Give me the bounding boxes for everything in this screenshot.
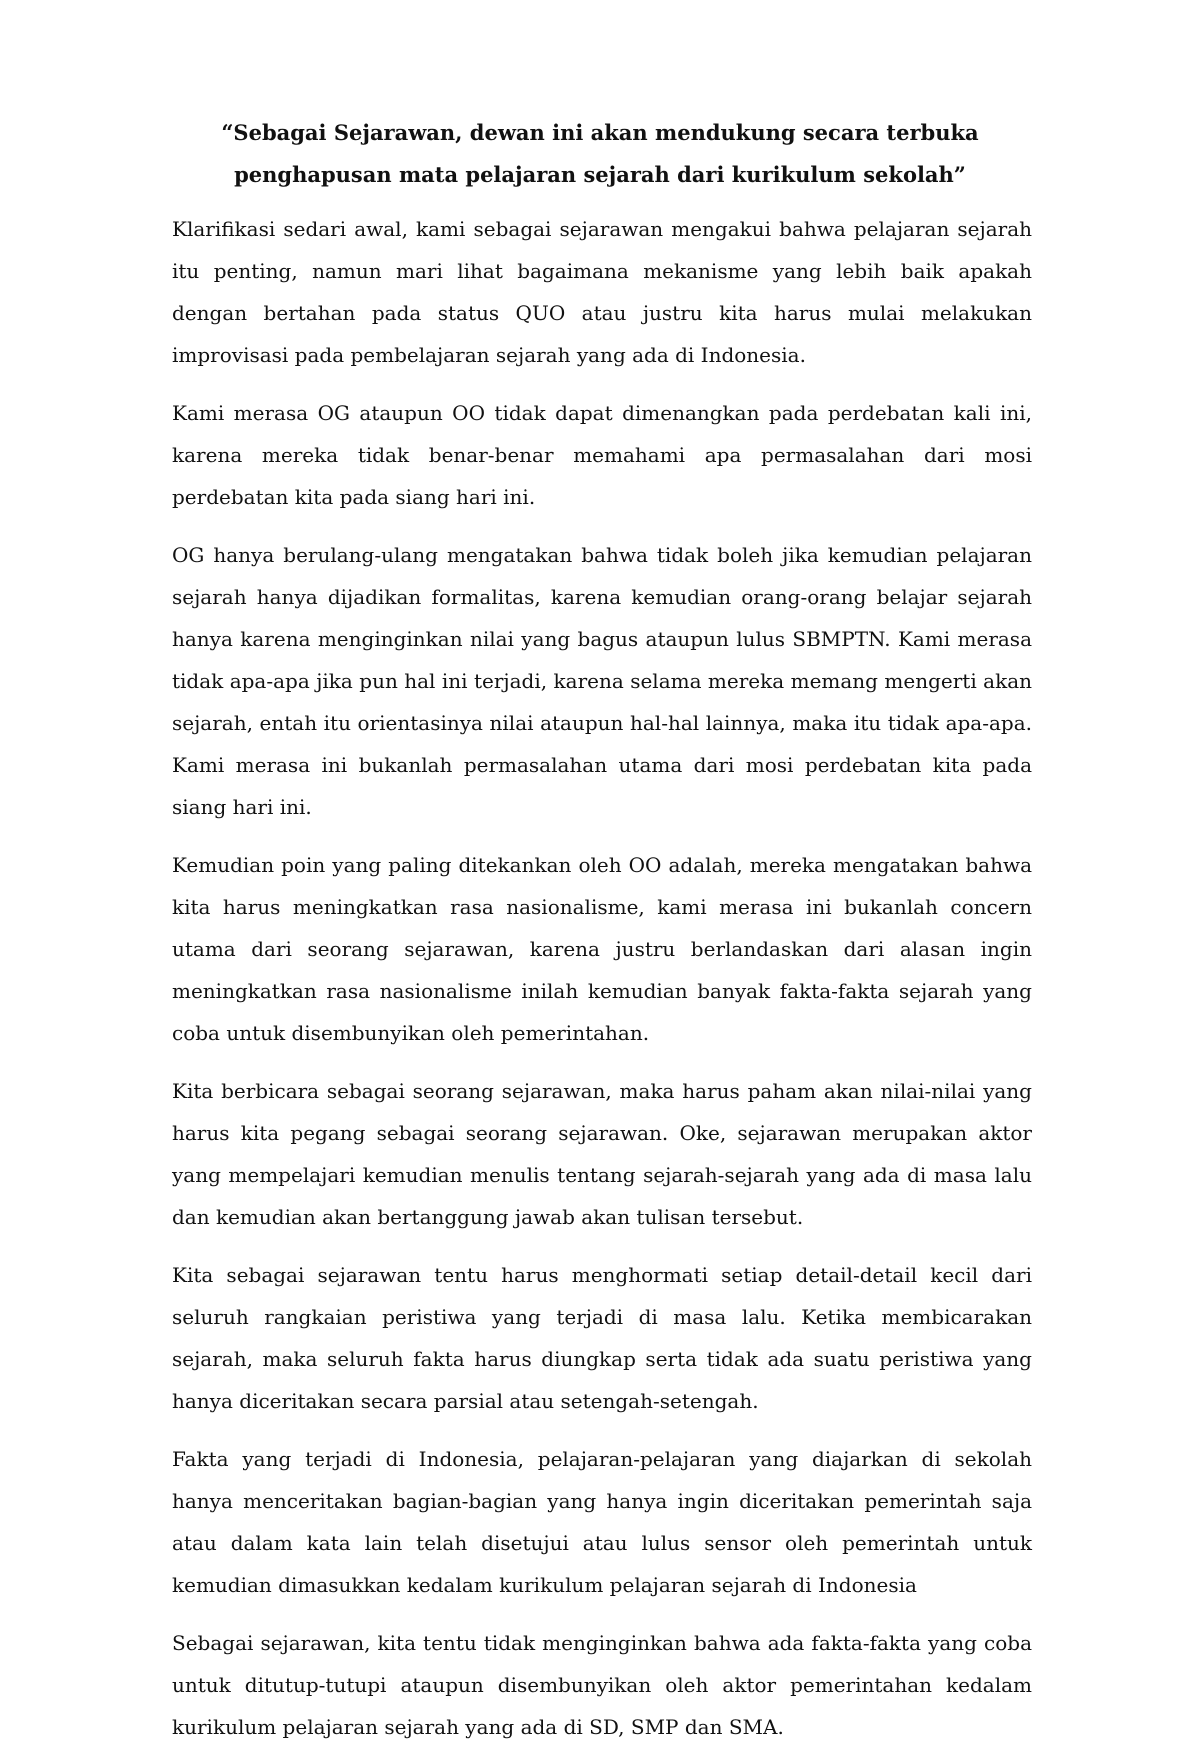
document-body	[172, 208, 1032, 1764]
document-title: “Sebagai Sejarawan, dewan ini akan mendukung secara terbuka penghapusan mata pelajaran sejarah dari kurikulum sekolah”	[221, 120, 979, 187]
paragraph-3: OG hanya berulang-ulang mengatakan bahwa tidak boleh jika kemudian pelajaran sejarah hanya dijadikan formalitas, karena kemudian orang-orang belajar sejarah hanya karena menginginkan nilai yang bagus ataupun lulus SBMPTN. Kami merasa tidak apa-apa jika pun hal ini terjadi, karena selama mereka memang mengerti akan sejarah, entah itu orientasinya nilai ataupun hal-hal lainnya, maka itu tidak apa-apa. Kami merasa ini bukanlah permasalahan utama dari mosi perdebatan kita pada siang hari ini.	[172, 543, 1032, 819]
paragraph-7: Fakta yang terjadi di Indonesia, pelajaran-pelajaran yang diajarkan di sekolah hanya menceritakan bagian-bagian yang hanya ingin diceritakan pemerintah saja atau dalam kata lain telah disetujui atau lulus sensor oleh pemerintah untuk kemudian dimasukkan kedalam kurikulum pelajaran sejarah di Indonesia	[172, 1447, 1032, 1597]
paragraph-4: Kemudian poin yang paling ditekankan oleh OO adalah, mereka mengatakan bahwa kita harus meningkatkan rasa nasionalisme, kami merasa ini bukanlah concern utama dari seorang sejarawan, karena justru berlandaskan dari alasan ingin meningkatkan rasa nasionalisme inilah kemudian banyak fakta-fakta sejarah yang coba untuk disembunyikan oleh pemerintahan.	[172, 853, 1032, 1045]
paragraph-8: Sebagai sejarawan, kita tentu tidak menginginkan bahwa ada fakta-fakta yang coba untuk ditutup-tutupi ataupun disembunyikan oleh aktor pemerintahan kedalam kurikulum pelajaran sejarah yang ada di SD, SMP dan SMA.	[172, 1631, 1032, 1739]
paragraph-1: Klarifikasi sedari awal, kami sebagai sejarawan mengakui bahwa pelajaran sejarah itu penting, namun mari lihat bagaimana mekanisme yang lebih baik apakah dengan bertahan pada status QUO atau justru kita harus mulai melakukan improvisasi pada pembelajaran sejarah yang ada di Indonesia.	[172, 217, 1032, 367]
paragraph-5: Kita berbicara sebagai seorang sejarawan, maka harus paham akan nilai-nilai yang harus kita pegang sebagai seorang sejarawan. Oke, sejarawan merupakan aktor yang mempelajari kemudian menulis tentang sejarah-sejarah yang ada di masa lalu dan kemudian akan bertanggung jawab akan tulisan tersebut.	[172, 1079, 1032, 1229]
paragraph-2: Kami merasa OG ataupun OO tidak dapat dimenangkan pada perdebatan kali ini, karena mereka tidak benar-benar memahami apa permasalahan dari mosi perdebatan kita pada siang hari ini.	[172, 401, 1032, 509]
paragraph-6: Kita sebagai sejarawan tentu harus menghormati setiap detail-detail kecil dari seluruh rangkaian peristiwa yang terjadi di masa lalu. Ketika membicarakan sejarah, maka seluruh fakta harus diungkap serta tidak ada suatu peristiwa yang hanya diceritakan secara parsial atau setengah-setengah.	[172, 1263, 1032, 1413]
